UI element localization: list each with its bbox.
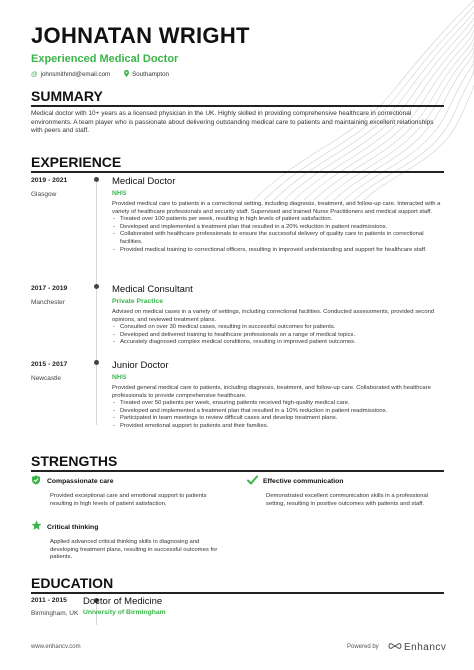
achievement-item: - Treated over 100 patients per week, resulting in high levels of patient satisfaction. xyxy=(112,216,444,224)
job-title: Junior Doctor xyxy=(112,360,169,371)
strength-title: Compassionate care xyxy=(47,478,114,485)
degree-title: Doctor of Medicine xyxy=(83,596,163,607)
candidate-name: JOHNATAN WRIGHT xyxy=(31,23,250,48)
education-divider xyxy=(31,592,444,594)
company-name: Private Practice xyxy=(112,298,164,305)
experience-dates: 2015 - 2017 xyxy=(31,361,68,368)
email-text: johnsmithmd@email.com xyxy=(40,71,111,78)
enhancv-logo-icon xyxy=(388,641,402,653)
strength-item xyxy=(31,475,221,508)
experience-heading: EXPERIENCE xyxy=(31,154,122,170)
brand-name: Enhancv xyxy=(404,641,447,653)
job-description: Advised on medical cases in a variety of settings, including correctional facilities. Conducted assessments, provided second opinions, and reviewed treatment plans. xyxy=(112,309,435,323)
powered-by-label: Powered by xyxy=(347,644,379,650)
achievement-list xyxy=(112,400,444,430)
achievement-item: - Provided medical training to correctional officers, resulting in improved understanding and support for healthcare staff. xyxy=(112,247,444,255)
job-title: Medical Consultant xyxy=(112,284,193,295)
summary-divider xyxy=(31,105,444,107)
company-name: NHS xyxy=(112,190,127,197)
achievement-item: - Consulted on over 30 medical cases, resulting in successful outcomes for patients. xyxy=(112,324,444,332)
location-pin-icon xyxy=(124,70,129,80)
at-icon: @ xyxy=(31,71,38,78)
strength-title: Effective communication xyxy=(263,478,344,485)
summary-heading: SUMMARY xyxy=(31,88,103,104)
school-name: University of Birmingham xyxy=(83,609,166,616)
achievement-list xyxy=(112,324,444,347)
email-contact[interactable] xyxy=(31,71,110,79)
company-name: NHS xyxy=(112,374,127,381)
experience-divider xyxy=(31,171,444,173)
experience-location: Newcastle xyxy=(31,375,61,382)
achievement-item: - Collaborated with healthcare professionals to ensure the successful delivery of quality care to patients in correctional facilities. xyxy=(112,231,444,246)
footer-website-link[interactable]: www.enhancv.com xyxy=(31,644,81,650)
shield-icon xyxy=(31,475,47,488)
strengths-heading: STRENGTHS xyxy=(31,453,118,469)
summary-text: Medical doctor with 10+ years as a licensed physician in the UK. Highly skilled in providing comprehensive healthcare in correctional environments. A team player who is passionate about delivering outstanding medical care to patients and maintaining excellent relationships with peers and staff. xyxy=(31,110,434,135)
experience-dates: 2017 - 2019 xyxy=(31,285,68,292)
star-icon xyxy=(31,520,47,534)
achievement-item: - Accurately diagnosed complex medical conditions, resulting in improved patient outcomes. xyxy=(112,339,444,347)
experience-dates: 2019 - 2021 xyxy=(31,177,68,184)
education-location: Birmingham, UK xyxy=(31,610,79,617)
achievement-item: - Developed and implemented a treatment plan that resulted in a 10% reduction in patient readmissions. xyxy=(112,408,444,416)
experience-location: Glasgow xyxy=(31,191,57,198)
experience-location: Manchester xyxy=(31,299,65,306)
achievement-item: - Developed and delivered training to healthcare professionals on a range of medical topics. xyxy=(112,332,444,340)
candidate-role: Experienced Medical Doctor xyxy=(31,53,179,65)
job-title: Medical Doctor xyxy=(112,176,176,187)
strength-item xyxy=(247,475,437,508)
achievement-item: - Developed and implemented a treatment plan that resulted in a 20% reduction in patient readmissions. xyxy=(112,224,444,232)
education-heading: EDUCATION xyxy=(31,575,114,591)
strength-description: Demonstrated excellent communication skills in a professional setting, resulting in positive outcomes with patients and staff. xyxy=(266,493,429,507)
job-description: Provided medical care to patients in a correctional setting, including diagnosis, treatment, and follow-up care. Interacted with a variety of healthcare professionals and security staff. Supervised and trained Nurse Practitioners and medical support staff. xyxy=(112,201,441,215)
achievement-item: - Participated in team meetings to review difficult cases and develop treatment plans. xyxy=(112,415,444,423)
resume-header xyxy=(31,24,451,80)
location-contact xyxy=(124,70,169,80)
education-dates: 2011 - 2015 xyxy=(31,597,67,604)
strengths-divider xyxy=(31,470,444,472)
brand-logo[interactable] xyxy=(388,641,446,653)
achievement-list xyxy=(112,216,444,254)
strength-description: Provided exceptional care and emotional support to patients resulting in high levels of patient satisfaction. xyxy=(50,493,207,507)
job-description: Provided general medical care to patients, including diagnosis, treatment, and follow-up care. Collaborated with healthcare professionals to provide comprehensive healthcare. xyxy=(112,385,431,399)
achievement-item: - Provided emotional support to patients and their families. xyxy=(112,423,444,431)
achievement-item: - Treated over 50 patients per week, ensuring patients received high-quality medical care. xyxy=(112,400,444,408)
page-footer xyxy=(0,641,474,670)
location-text: Southampton xyxy=(132,71,169,78)
strength-title: Critical thinking xyxy=(47,523,99,531)
contact-row xyxy=(31,70,451,80)
strength-item xyxy=(31,520,221,562)
strength-description: Applied advanced critical thinking skills in diagnosing and developing treatment plans, resulting in successful outcomes for patients. xyxy=(50,539,218,561)
check-icon xyxy=(247,475,263,488)
